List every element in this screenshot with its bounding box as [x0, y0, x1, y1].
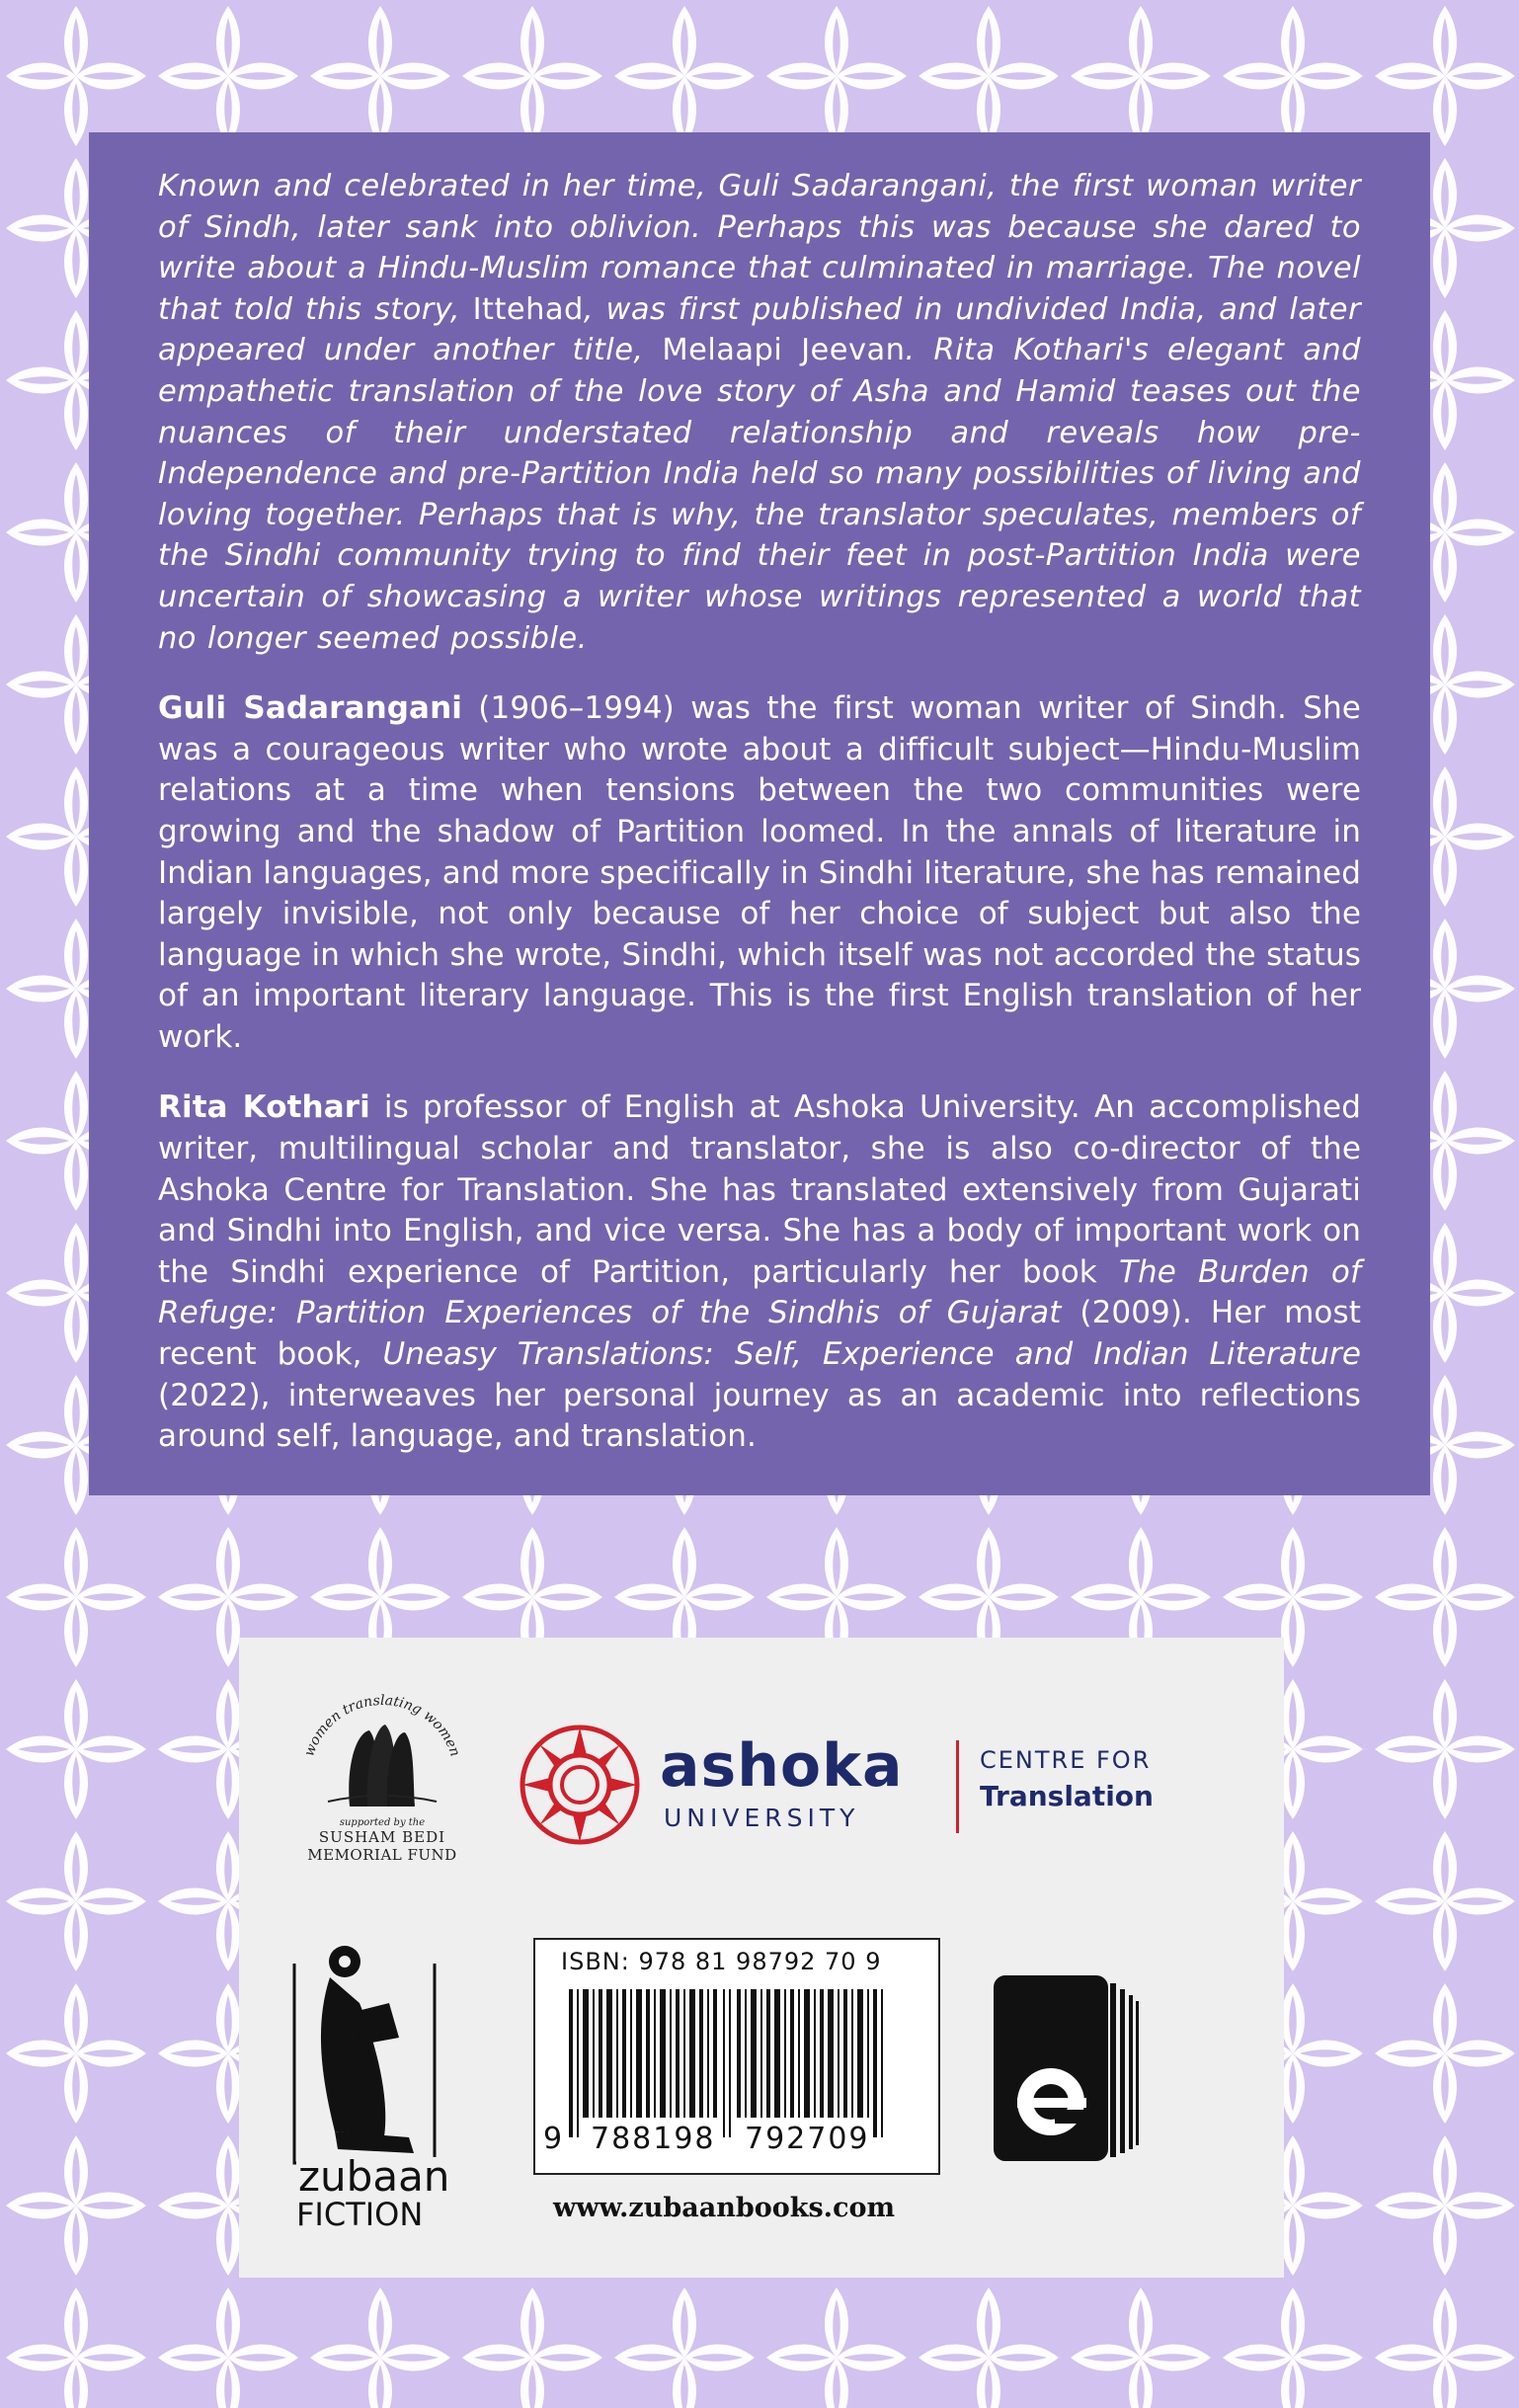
- barcode-group1: 788198: [591, 2122, 716, 2156]
- three-women-icon: [288, 1683, 476, 1811]
- ashoka-chakra-icon: [516, 1721, 644, 1849]
- wtw-fund-line1: SUSHAM BEDI: [318, 1828, 446, 1846]
- barcode-lead-digit: 9: [543, 2122, 563, 2156]
- ashoka-university: UNIVERSITY: [664, 1804, 860, 1832]
- zubaan-logo: [290, 1934, 450, 2233]
- translation-label: Translation: [980, 1780, 1154, 1812]
- ebook-icon: [994, 1975, 1142, 2163]
- ashoka-wordmark: ashoka: [660, 1731, 904, 1801]
- centre-for-label: CENTRE FOR: [980, 1746, 1152, 1774]
- zubaan-wordmark: zubaan: [298, 2152, 450, 2201]
- author-bio: Guli Sadarangani (1906–1994) was the first woman writer of Sindh. She was a courageous writer who wrote about a difficult subject—Hindu-Muslim relations at a time when tensions between the two communities were growing and the shadow of Partition loomed. In the annals of literature in Indian languages, and more specifically in Sindhi literature, she has remained largely invisible, not only because of her choice of subject but also the language in which she wrote, Sindhi, which itself was not accorded the status of an important literary language. This is the first English translation of her work.: [158, 690, 1361, 1055]
- publisher-logos-box: [239, 1638, 1284, 2278]
- book-blurb: Known and celebrated in her time, Guli Sadarangani, the first woman writer of Sindh, later sank into oblivion. Perhaps this was because she dared to write about a Hindu-Muslim romance that culminated in marriage. The novel that told this story, Ittehad, was first published in undivided India, and later appeared under another title, Melaapi Jeevan. Rita Kothari's elegant and empathetic translation of the love story of Asha and Hamid teases out the nuances of their understated relationship and reveals how pre-Independence and pre-Partition India held so many possibilities of living and loving together. Perhaps that is why, the translator speculates, members of the Sindhi community trying to find their feet in post-Partition India were uncertain of showcasing a writer whose writings represented a world that no longer seemed possible.: [158, 169, 1362, 656]
- svg-text:women translating women: women translating women: [301, 1692, 463, 1759]
- translator-bio: Rita Kothari is professor of English at Ashoka University. An accomplished writer, multilingual scholar and translator, she is also co-director of the Ashoka Centre for Translation. She has translated extensively from Gujarati and Sindhi into English, and vice versa. She has a body of important work on the Sindhi experience of Partition, particularly her book The Burden of Refuge: Partition Experiences of the Sindhis of Gujarat (2009). Her most recent book, Uneasy Translations: Self, Experience and Indian Literature (2022), interweaves her personal journey as an academic into reflections around self, language, and translation.: [158, 1089, 1361, 1455]
- website-link[interactable]: www.zubaanbooks.com: [553, 2193, 896, 2223]
- isbn-label: ISBN: 978 81 98792 70 9: [561, 1948, 882, 1975]
- ashoka-divider: [956, 1740, 959, 1833]
- reading-woman-icon: [290, 1934, 439, 2166]
- translator-name: Rita Kothari: [158, 1089, 370, 1126]
- wtw-supported: supported by the: [339, 1817, 426, 1828]
- isbn-barcode: [533, 1938, 940, 2175]
- wtw-fund-line2: MEMORIAL FUND: [307, 1846, 457, 1864]
- zubaan-fiction: FICTION: [296, 2196, 424, 2233]
- barcode-group2: 792709: [745, 2122, 870, 2156]
- original-title: Ittehad: [472, 291, 584, 327]
- ashoka-logo: [516, 1721, 1207, 1859]
- author-name: Guli Sadarangani: [158, 690, 462, 727]
- alternate-title: Melaapi Jeevan: [662, 333, 906, 368]
- wtw-logo: [288, 1683, 476, 1864]
- barcode-bars: [569, 1989, 924, 2137]
- description-panel: [89, 132, 1430, 1495]
